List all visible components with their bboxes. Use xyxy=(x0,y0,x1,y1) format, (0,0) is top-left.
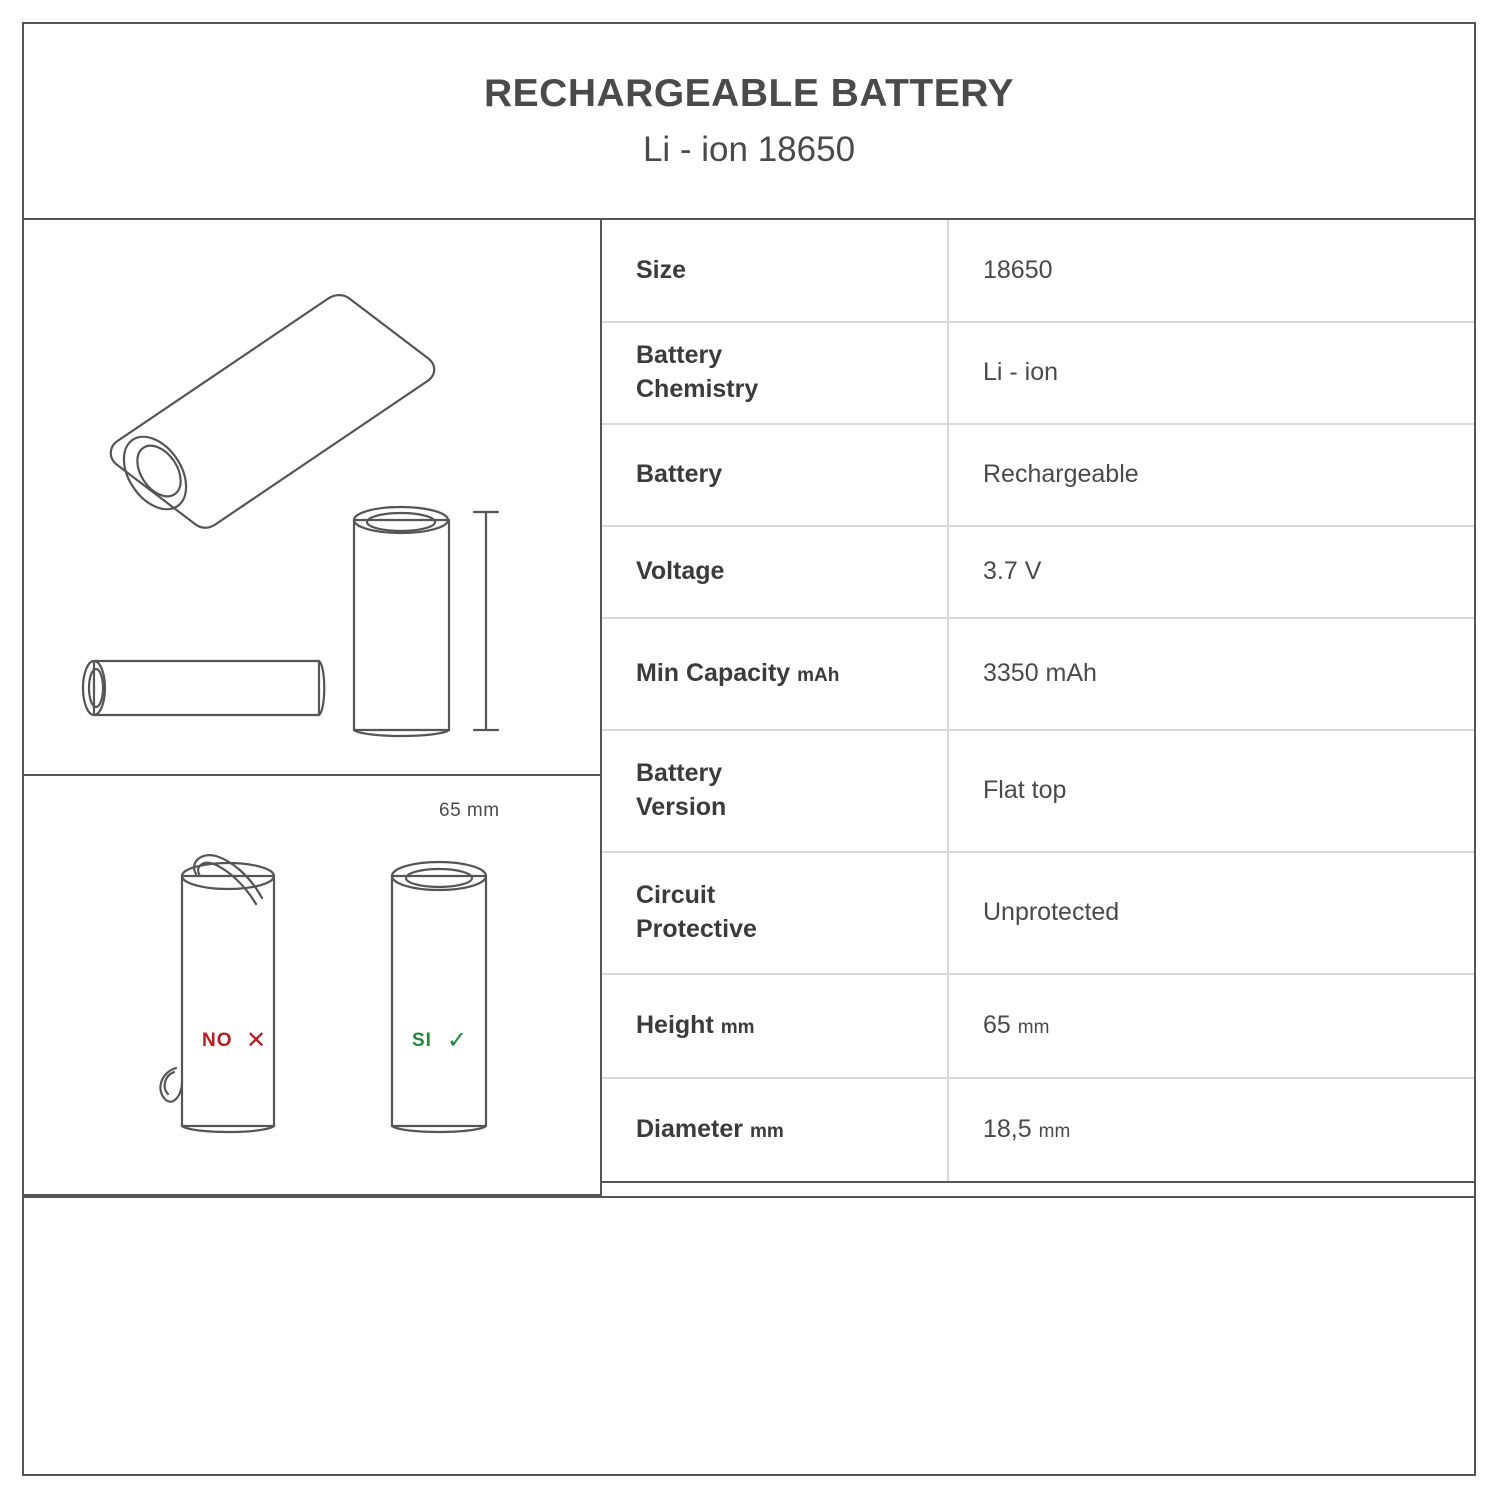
spec-key-line-2: Version xyxy=(636,793,727,821)
spec-value xyxy=(948,852,1474,974)
spec-value-unit: mm xyxy=(1038,1121,1071,1143)
cross-icon: ✕ xyxy=(246,1027,267,1054)
battery-views-panel xyxy=(24,220,602,776)
height-dimension-label: 65 mm xyxy=(439,800,500,821)
spec-key-unit: mAh xyxy=(797,665,840,687)
spec-key-line-1 xyxy=(636,657,947,691)
spec-key-line-1 xyxy=(636,1009,947,1043)
spec-key xyxy=(602,526,948,618)
check-icon: ✓ xyxy=(447,1027,468,1054)
label-no: NO xyxy=(202,1030,233,1051)
battery-views-drawing xyxy=(24,220,600,774)
spec-key xyxy=(602,618,948,730)
spec-value xyxy=(948,526,1474,618)
spec-key-unit: mm xyxy=(749,1121,784,1143)
table-row xyxy=(602,852,1474,974)
spec-key xyxy=(602,322,948,424)
spec-key-text: Min Capacity xyxy=(636,659,791,688)
datasheet-sheet xyxy=(22,22,1476,1476)
page-title: RECHARGEABLE BATTERY xyxy=(483,72,1014,115)
table-row xyxy=(602,974,1474,1078)
spec-value xyxy=(948,1078,1474,1182)
spec-key-line-1: Voltage xyxy=(636,557,725,586)
page-subtitle: Li - ion 18650 xyxy=(642,130,856,169)
spec-value xyxy=(948,424,1474,526)
spec-key-line-1: Size xyxy=(636,255,687,284)
label-si: SI xyxy=(412,1030,432,1051)
spec-value-unit: mm xyxy=(1017,1017,1050,1039)
spec-key xyxy=(602,424,948,526)
spec-value xyxy=(948,730,1474,852)
table-row xyxy=(602,1078,1474,1182)
spec-key xyxy=(602,730,948,852)
spec-value xyxy=(948,322,1474,424)
spec-value xyxy=(948,974,1474,1078)
spec-value-text: Rechargeable xyxy=(983,460,1139,489)
table-row xyxy=(602,730,1474,852)
spec-key-line-2: Protective xyxy=(636,915,757,943)
spec-value-text: 18,5 xyxy=(983,1115,1032,1144)
spec-key xyxy=(602,220,948,322)
spec-value-text: Flat top xyxy=(983,776,1067,805)
spec-key xyxy=(602,852,948,974)
spec-key-text: Height xyxy=(636,1011,714,1040)
spec-key-line-1: Battery xyxy=(636,460,723,489)
table-row xyxy=(602,322,1474,424)
spec-key-unit: mm xyxy=(720,1017,755,1039)
spec-value xyxy=(948,618,1474,730)
spec-key-line-1: Battery xyxy=(636,341,723,370)
spec-value-text: Unprotected xyxy=(983,898,1120,927)
spec-key-line-1: Circuit xyxy=(636,881,716,910)
battery-comparison-drawing xyxy=(24,776,600,1194)
spec-key-text: Diameter xyxy=(636,1115,743,1144)
spec-key xyxy=(602,1078,948,1182)
spec-value xyxy=(948,220,1474,322)
footer-blank-area xyxy=(24,1196,1474,1474)
specifications-table xyxy=(602,220,1474,1183)
table-row xyxy=(602,526,1474,618)
table-row xyxy=(602,618,1474,730)
spec-value-text: 18650 xyxy=(983,255,1053,284)
spec-key-line-1: Battery xyxy=(636,759,723,788)
table-row xyxy=(602,220,1474,322)
illustration-column xyxy=(24,220,602,1196)
spec-value-text: Li - ion xyxy=(983,358,1059,387)
table-row xyxy=(602,424,1474,526)
spec-value-text: 3350 mAh xyxy=(983,659,1097,688)
spec-key-line-1 xyxy=(636,1113,947,1147)
spec-value-text: 65 xyxy=(983,1011,1011,1040)
spec-key-line-2: Chemistry xyxy=(636,375,759,403)
header xyxy=(24,24,1474,220)
spec-key xyxy=(602,974,948,1078)
battery-comparison-panel xyxy=(24,776,602,1196)
spec-value-text: 3.7 V xyxy=(983,557,1042,586)
